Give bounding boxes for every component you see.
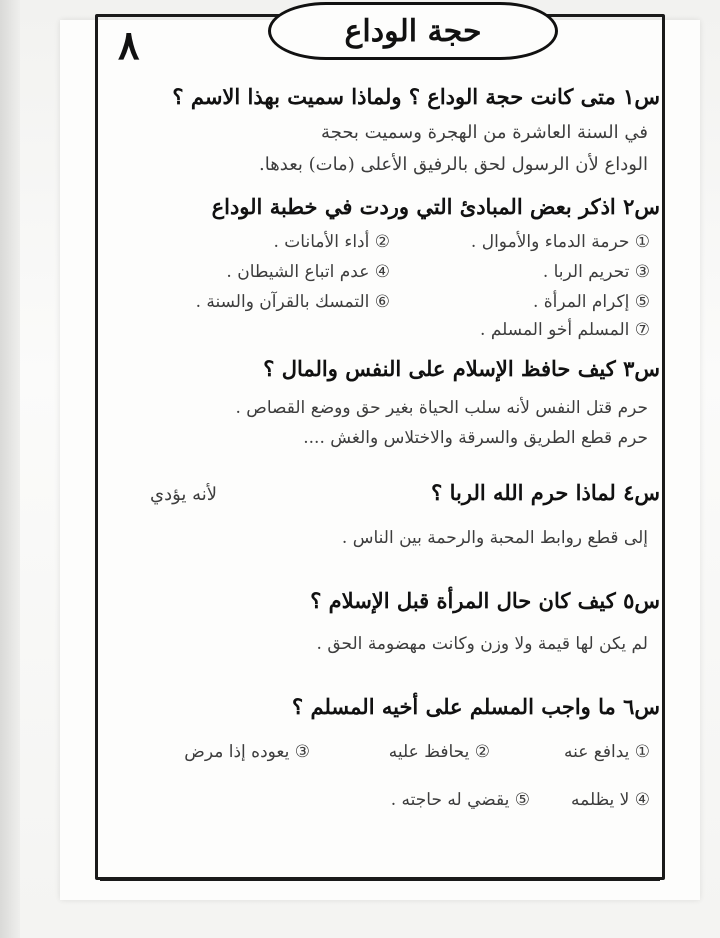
answer-5-line-1: لم يكن لها قيمة ولا وزن وكانت مهضومة الحق . xyxy=(316,634,648,654)
answer-4-inline: لأنه يؤدي xyxy=(150,484,218,505)
answer-1-line-2: الوداع لأن الرسول لحق بالرفيق الأعلى (مات) بعدها. xyxy=(259,154,648,175)
duty-2: ② يحافظ عليه xyxy=(388,742,490,762)
question-2: س٢ اذكر بعض المبادئ التي وردت في خطبة الوداع xyxy=(211,194,660,219)
principle-3: ③ تحريم الربا . xyxy=(542,262,650,282)
question-5: س٥ كيف كان حال المرأة قبل الإسلام ؟ xyxy=(310,588,660,613)
principle-2: ② أداء الأمانات . xyxy=(273,232,390,252)
principle-4: ④ عدم اتباع الشيطان . xyxy=(226,262,390,282)
question-4: س٤ لماذا حرم الله الربا ؟ xyxy=(431,480,660,505)
duty-4: ④ لا يظلمه xyxy=(571,790,650,810)
answer-3-line-2: حرم قطع الطريق والسرقة والاختلاس والغش .... xyxy=(303,428,648,448)
principle-6: ⑥ التمسك بالقرآن والسنة . xyxy=(195,292,390,312)
answer-3-line-1: حرم قتل النفس لأنه سلب الحياة بغير حق ووضع القصاص . xyxy=(235,398,648,418)
answer-4-line-1: إلى قطع روابط المحبة والرحمة بين الناس . xyxy=(341,528,648,548)
duty-1: ① يدافع عنه xyxy=(564,742,650,762)
question-3: س٣ كيف حافظ الإسلام على النفس والمال ؟ xyxy=(263,356,660,381)
principle-1: ① حرمة الدماء والأموال . xyxy=(470,232,650,252)
principle-5: ⑤ إكرام المرأة . xyxy=(532,292,650,312)
page-title: حجة الوداع xyxy=(344,13,482,49)
question-1: س١ متى كانت حجة الوداع ؟ ولماذا سميت بهذا الاسم ؟ xyxy=(172,84,660,109)
duty-5: ⑤ يقضي له حاجته . xyxy=(390,790,530,810)
duty-3: ③ يعوده إذا مرض xyxy=(184,742,310,762)
bottom-rule xyxy=(100,878,660,881)
answer-1-line-1: في السنة العاشرة من الهجرة وسميت بحجة xyxy=(321,122,648,143)
title-cloud xyxy=(268,2,558,60)
photo-edge xyxy=(0,0,20,938)
question-6: س٦ ما واجب المسلم على أخيه المسلم ؟ xyxy=(292,694,660,719)
page-number: ٨ xyxy=(118,22,140,69)
principle-7: ⑦ المسلم أخو المسلم . xyxy=(480,320,650,340)
